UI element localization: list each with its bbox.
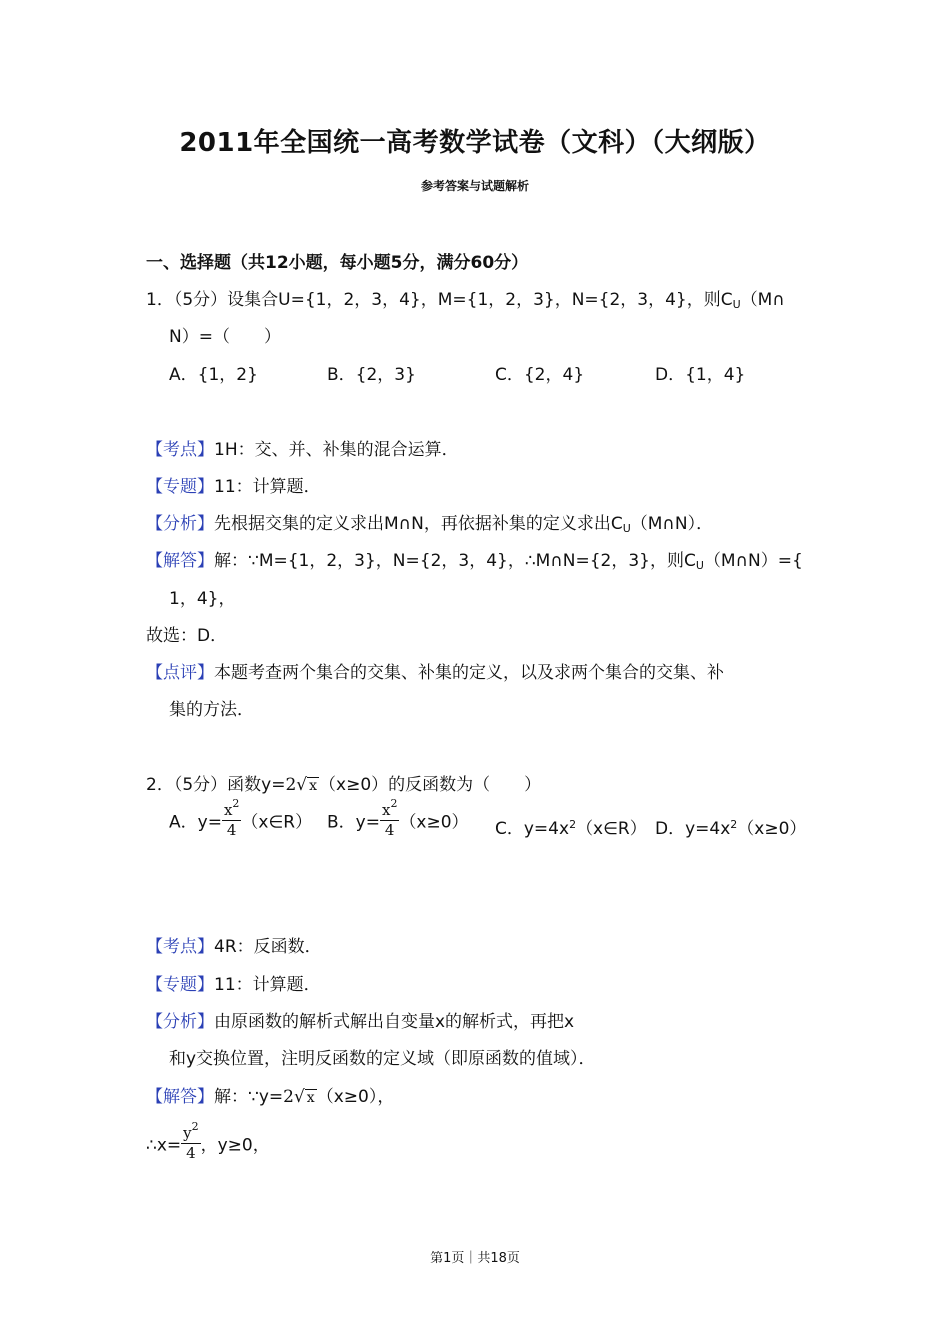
q2-jieda-formula: 2√ x xyxy=(283,1087,315,1107)
q1-option-a: A．{1，2} xyxy=(169,365,258,385)
zhuanti-tag: 【专题】 xyxy=(146,477,214,497)
q1-kaodian xyxy=(146,435,459,460)
q2-optC-text: C．y=4x xyxy=(495,819,570,839)
q1-dianping xyxy=(146,658,724,683)
q2-option-b xyxy=(327,797,469,840)
dianping-text: 本题考查两个集合的交集、补集的定义，以及求两个集合的交集、补 xyxy=(214,663,724,683)
q2-stem-formula: 2√ x xyxy=(285,775,318,795)
q1-fenxi xyxy=(146,509,713,535)
fenxi-text2: （M∩N）． xyxy=(630,514,714,534)
q2-fenxi xyxy=(146,1007,574,1032)
q2-optB-den: 4 xyxy=(384,821,395,839)
kaodian-tag: 【考点】 xyxy=(146,937,214,957)
q1-stem-text2: （M∩ xyxy=(740,290,785,310)
q2-last-num: y xyxy=(183,1124,192,1142)
q1-option-d: D．{1，4} xyxy=(655,365,746,385)
q2-optD-text2: （x≥0） xyxy=(737,819,807,839)
q2-last-text: ∴x= xyxy=(146,1135,182,1156)
section-heading: 一、选择题（共12小题，每小题5分，满分60分） xyxy=(146,253,529,273)
q2-optA-pow: 2 xyxy=(232,797,240,810)
q1-stem-line1 xyxy=(146,285,785,311)
q1-jieda xyxy=(146,546,803,572)
jieda-text: 解：∵M={1，2，3}，N={2，3，4}，∴M∩N={2，3}，则C xyxy=(214,551,696,571)
zhuanti-tag: 【专题】 xyxy=(146,975,214,995)
q2-optA-fraction xyxy=(222,797,241,839)
q2-optA-num: x xyxy=(223,801,233,819)
q2-jieda xyxy=(146,1082,394,1107)
q2-optB-text: B．y= xyxy=(327,812,380,833)
q2-optD-pow: 2 xyxy=(730,818,738,831)
q2-radicand: x xyxy=(309,778,318,794)
q2-option-a xyxy=(169,797,313,840)
q2-stem-text: 2．（5分）函数y= xyxy=(146,775,286,795)
q1-zhuanti xyxy=(146,472,321,497)
q2-last-den: 4 xyxy=(186,1144,196,1162)
q2-zhuanti xyxy=(146,970,321,995)
q2-optD-text: D．y=4x xyxy=(655,819,731,839)
q2-optB-num: x xyxy=(381,801,391,819)
jieda-text2: （M∩N）={ xyxy=(703,551,803,571)
q2-coef: 2 xyxy=(285,775,297,795)
q2-option-d xyxy=(655,814,806,839)
q2-derivation xyxy=(146,1120,270,1163)
q2-jieda-radicand: x xyxy=(306,1090,315,1106)
fenxi-text: 由原函数的解析式解出自变量x的解析式，再把x xyxy=(214,1012,575,1032)
jieda-text: 解：∵y= xyxy=(214,1087,284,1107)
page-subtitle: 参考答案与试题解析 xyxy=(420,179,529,193)
q2-optC-text2: （x∈R） xyxy=(576,819,647,839)
q1-stem-line2: N）=（ ） xyxy=(169,327,281,347)
q2-last-fraction xyxy=(181,1120,200,1162)
zhuanti-text: 11：计算题． xyxy=(214,477,321,497)
page-footer: 第1页｜共18页 xyxy=(430,1251,520,1266)
q2-optA-text: A．y= xyxy=(169,812,222,833)
q1-option-b: B．{2，3} xyxy=(327,365,416,385)
q2-optA-den: 4 xyxy=(226,821,237,839)
fenxi-tag: 【分析】 xyxy=(146,1012,214,1032)
q1-stem-sub: U xyxy=(732,298,741,311)
jieda-sub: U xyxy=(695,559,704,572)
kaodian-text: 4R：反函数． xyxy=(214,937,322,957)
q1-option-c: C．{2，4} xyxy=(495,365,585,385)
q2-kaodian xyxy=(146,932,322,957)
jieda-tag: 【解答】 xyxy=(146,1087,214,1107)
q2-stem-text2: （x≥0）的反函数为（ ） xyxy=(319,775,542,795)
fenxi-sub: U xyxy=(622,522,631,535)
kaodian-tag: 【考点】 xyxy=(146,440,214,460)
q1-answer: 故选：D． xyxy=(146,626,228,646)
q2-optC-pow: 2 xyxy=(569,818,577,831)
kaodian-text: 1H：交、并、补集的混合运算． xyxy=(214,440,459,460)
q2-last-text2: ，y≥0， xyxy=(200,1135,270,1156)
q1-dianping-line2: 集的方法． xyxy=(169,700,254,720)
zhuanti-text: 11：计算题． xyxy=(214,975,321,995)
q2-jieda-coef: 2 xyxy=(283,1087,294,1107)
fenxi-tag: 【分析】 xyxy=(146,514,214,534)
q1-stem-text: 1．（5分）设集合U={1，2，3，4}，M={1，2，3}，N={2，3，4}，则C xyxy=(146,290,733,310)
dianping-tag: 【点评】 xyxy=(146,663,214,683)
q2-optB-pow: 2 xyxy=(390,797,398,810)
q1-jieda-line2: 1，4}， xyxy=(169,589,236,609)
q2-optB-text2: （x≥0） xyxy=(399,812,469,833)
q2-last-pow: 2 xyxy=(191,1120,199,1133)
jieda-text2: （x≥0）， xyxy=(316,1087,395,1107)
jieda-tag: 【解答】 xyxy=(146,551,214,571)
q2-fenxi-line2: 和y交换位置，注明反函数的定义域（即原函数的值域）． xyxy=(169,1049,596,1069)
page-title: 2011年全国统一高考数学试卷（文科）（大纲版） xyxy=(179,128,771,158)
q2-stem xyxy=(146,770,541,795)
q2-optA-text2: （x∈R） xyxy=(241,812,313,833)
q2-option-c xyxy=(495,814,647,839)
fenxi-text: 先根据交集的定义求出M∩N，再依据补集的定义求出C xyxy=(214,514,623,534)
q2-optB-fraction xyxy=(380,797,399,839)
